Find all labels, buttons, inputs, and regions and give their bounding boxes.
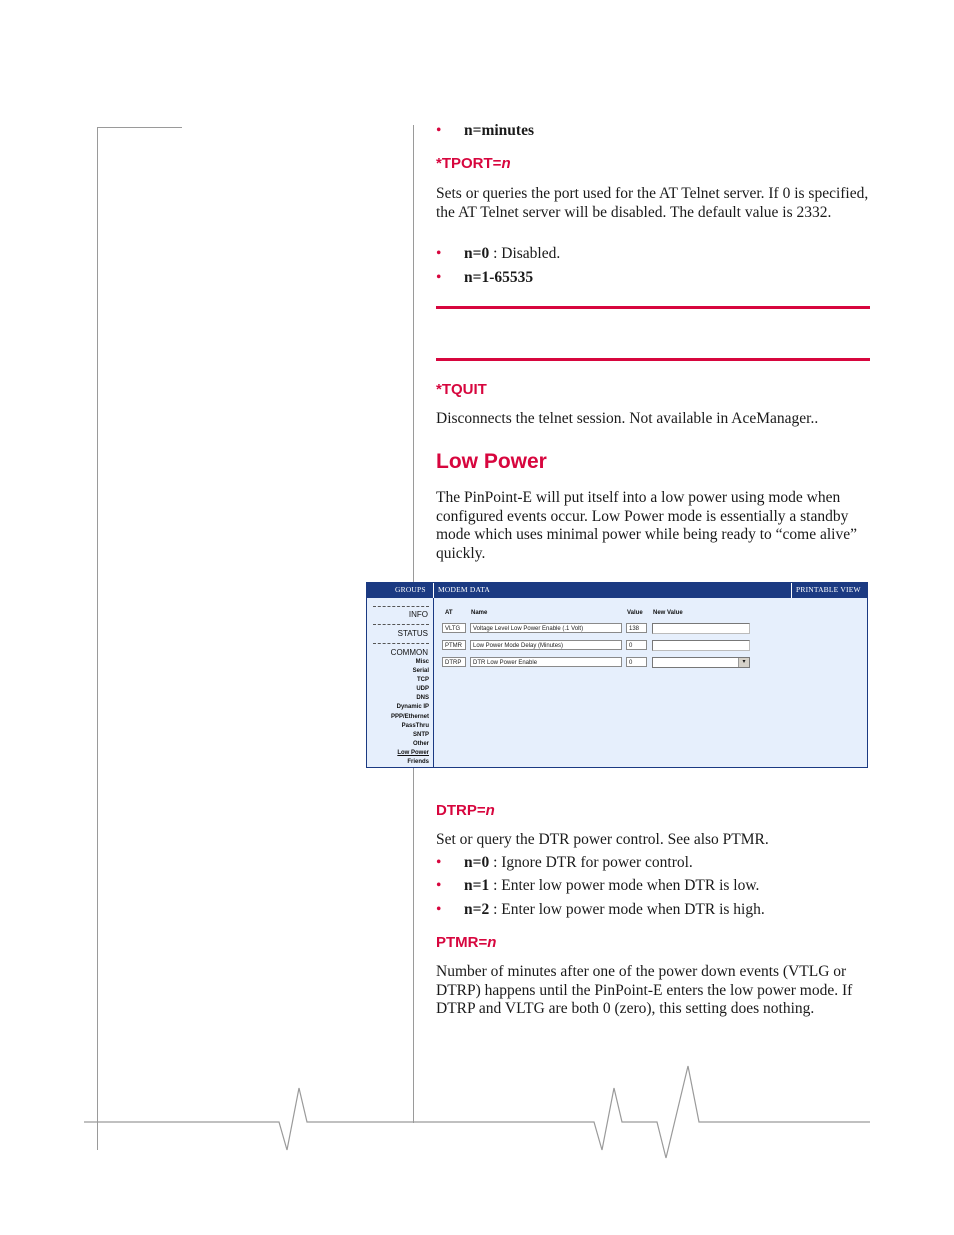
new-value-input[interactable] [652, 623, 750, 634]
nav-item-passthru[interactable]: PassThru [401, 723, 429, 729]
section-divider [436, 358, 870, 361]
bullet-key: n=minutes [464, 122, 534, 139]
new-value-dropdown[interactable] [652, 657, 750, 668]
list-item [436, 245, 736, 263]
groups-nav [367, 598, 434, 768]
footer-heartbeat-line [84, 1060, 874, 1160]
row-at-cell: DTRP [442, 657, 466, 667]
col-header-at: AT [445, 610, 453, 616]
nav-item-sntp[interactable]: SNTP [412, 732, 429, 738]
nav-item-misc[interactable]: Misc [415, 659, 429, 665]
bullet-key: n=1 [464, 877, 490, 894]
nav-item-info[interactable]: INFO [408, 610, 428, 619]
col-header-name: Name [471, 610, 488, 616]
list-item [436, 901, 836, 919]
nav-item-udp[interactable]: UDP [416, 686, 429, 692]
new-value-input[interactable] [652, 640, 750, 651]
row-name-cell: Low Power Mode Delay (Minutes) [470, 640, 622, 650]
top-left-rule [97, 127, 182, 128]
chevron-down-icon[interactable]: ▾ [738, 658, 749, 667]
bullet-key: n=0 [464, 245, 490, 262]
row-name-cell: DTR Low Power Enable [470, 657, 622, 667]
tquit-description: Disconnects the telnet session. Not available in AceManager.. [436, 410, 819, 427]
bullet-key: n=1-65535 [464, 269, 534, 286]
nav-item-low-power[interactable]: Low Power [397, 750, 429, 756]
bullet-icon: • [436, 877, 442, 894]
row-value-cell: 138 [626, 623, 647, 633]
modem-data-tab[interactable]: MODEM DATA [438, 585, 491, 594]
bullet-text: : Enter low power mode when DTR is high. [489, 901, 765, 918]
bullet-key: n=0 [464, 854, 490, 871]
tport-description: Sets or queries the port used for the AT Telnet server. If 0 is specified, the AT Telnet server will be disabled. The default value is 2332. [436, 185, 869, 221]
col-header-value: Value [627, 610, 643, 616]
bullet-text: : Disabled. [489, 245, 561, 262]
nav-item-ppp-ethernet[interactable]: PPP/Ethernet [390, 714, 429, 720]
bullet-icon: • [436, 901, 442, 918]
list-item [436, 269, 736, 287]
config-screenshot [366, 582, 868, 768]
tport-heading: *TPORT=n [436, 155, 511, 172]
left-margin-rule [97, 127, 98, 1150]
bullet-text: : Ignore DTR for power control. [489, 854, 693, 871]
section-title: Low Power [436, 450, 547, 473]
ptmr-description: Number of minutes after one of the power down events (VTLG or DTRP) happens until the PinPoint-E enters the low power mode. If DTRP and VLTG are both 0 (zero), this setting does nothing. [436, 963, 853, 1018]
printable-view-link[interactable]: PRINTABLE VIEW [796, 585, 861, 594]
row-at-cell: PTMR [442, 640, 466, 650]
nav-item-serial[interactable]: Serial [412, 668, 429, 674]
nav-item-other[interactable]: Other [412, 741, 429, 747]
row-value-cell: 0 [626, 640, 647, 650]
nav-item-tcp[interactable]: TCP [417, 677, 429, 683]
row-name-cell: Voltage Level Low Power Enable (.1 Volt) [470, 623, 622, 633]
row-value-cell: 0 [626, 657, 647, 667]
bullet-text: : Enter low power mode when DTR is low. [489, 877, 760, 894]
bullet-icon: • [436, 269, 442, 286]
dtrp-heading: DTRP=n [436, 802, 495, 819]
nav-item-status[interactable]: STATUS [397, 629, 428, 638]
bullet-key: n=2 [464, 901, 490, 918]
low-power-description: The PinPoint-E will put itself into a low power using mode when configured events occur. Low Power mode is essentially a standby mode which uses minimal power while being ready to “come alive” quickly. [436, 489, 857, 562]
screenshot-header-bar [367, 583, 868, 598]
nav-item-common[interactable]: COMMON [390, 648, 428, 657]
row-at-cell: VLTG [442, 623, 466, 633]
bullet-icon: • [436, 122, 442, 139]
nav-item-friends[interactable]: Friends [407, 759, 429, 765]
dtrp-description: Set or query the DTR power control. See also PTMR. [436, 831, 769, 848]
list-item [436, 122, 736, 140]
bullet-icon: • [436, 245, 442, 262]
list-item [436, 854, 836, 872]
bullet-icon: • [436, 854, 442, 871]
list-item [436, 877, 836, 895]
ptmr-heading: PTMR=n [436, 934, 497, 951]
groups-label: GROUPS [395, 585, 426, 594]
nav-item-dynamic-ip[interactable]: Dynamic IP [396, 704, 429, 710]
col-header-new-value: New Value [653, 610, 683, 616]
tquit-heading: *TQUIT [436, 381, 487, 398]
section-divider [436, 306, 870, 309]
nav-item-dns[interactable]: DNS [416, 695, 429, 701]
